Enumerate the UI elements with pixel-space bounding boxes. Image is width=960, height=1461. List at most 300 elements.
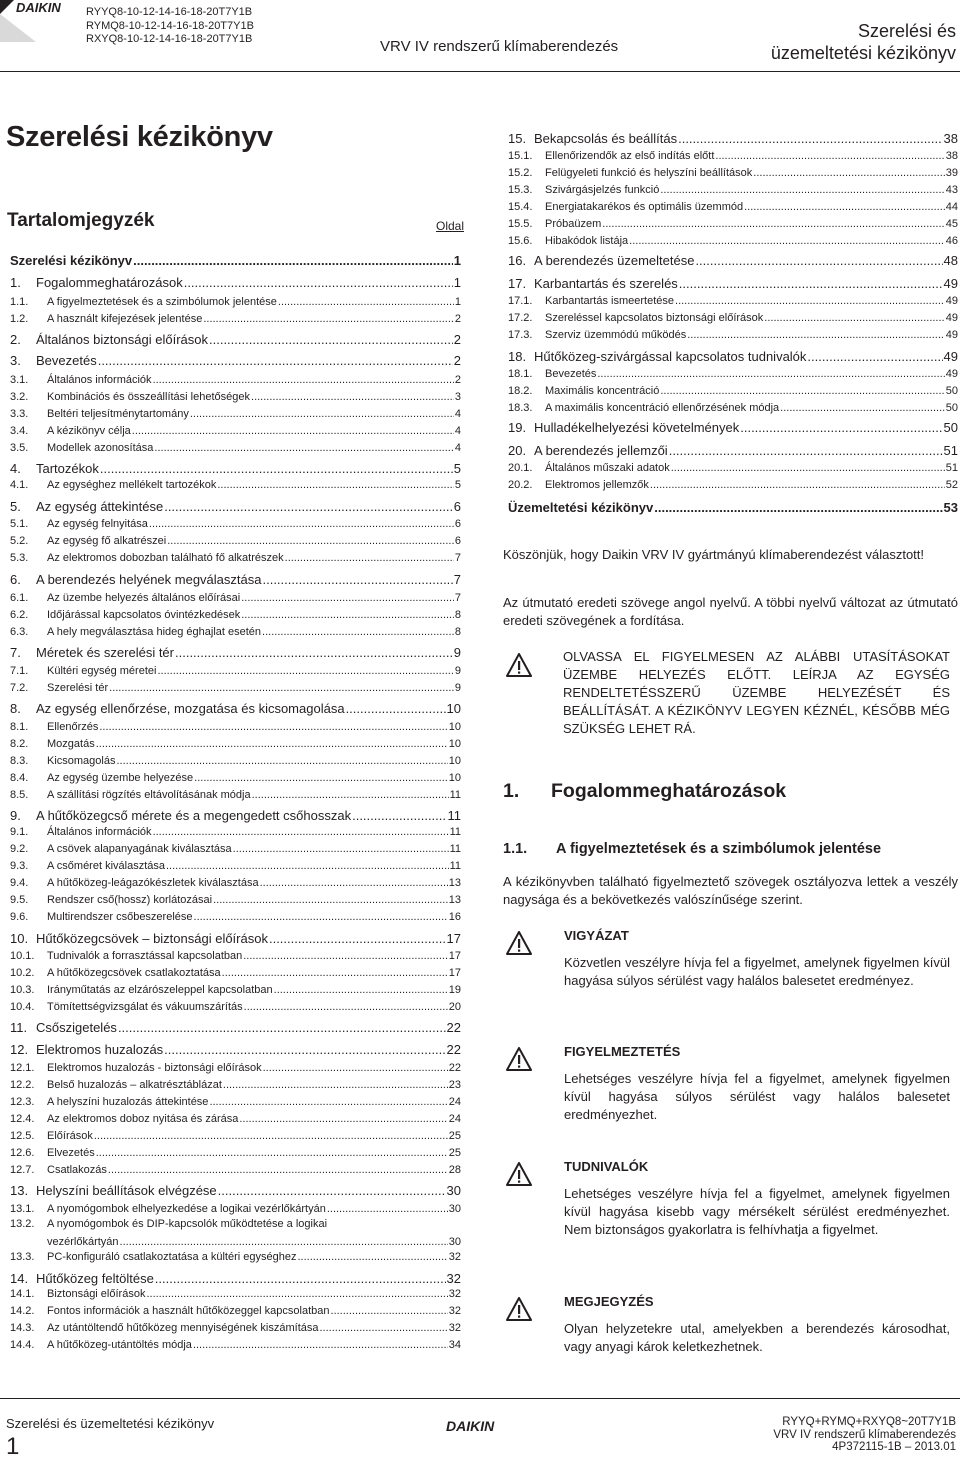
toc-entry[interactable] xyxy=(10,552,461,564)
toc-entry-number: 18.2. xyxy=(508,385,533,397)
toc-entry-page: 24 xyxy=(448,1096,461,1108)
read-carefully-warning: OLVASSA EL FIGYELMESEN AZ ALÁBBI UTASÍTÁSOKAT ÜZEMBE HELYEZÉS ELŐTT. LEÍRJA AZ EGYSÉG RENDELTETÉSSZERŰ ÜZEMBE HELYEZÉSÉT ÉS BEÁLLÍTÁSÁT. A KÉZIKÖNYV LEGYEN KÉZNÉL, KÉSŐBB MÉG SZÜKSÉG LEHET RÁ. xyxy=(563,649,950,736)
toc-entry-number: 5.2. xyxy=(10,535,29,547)
toc-entry[interactable] xyxy=(10,877,461,889)
toc-entry-number: 20. xyxy=(508,443,527,458)
toc-entry[interactable] xyxy=(10,808,461,823)
toc-entry-number: 14.1. xyxy=(10,1288,35,1300)
toc-entry[interactable] xyxy=(10,1079,461,1091)
toc-entry-page: 11 xyxy=(449,843,461,855)
toc-entry-page: 6 xyxy=(454,535,461,547)
toc-entry[interactable] xyxy=(10,626,461,638)
toc-entry-page: 30 xyxy=(448,1203,461,1215)
toc-leader-dots xyxy=(209,332,453,347)
toc-leader-dots xyxy=(164,1042,445,1057)
toc-entry-page: 9 xyxy=(454,665,461,677)
toc-entry-title: Kombinációs és összeállítási lehetőségek xyxy=(47,391,251,403)
toc-entry-page: 49 xyxy=(943,349,958,364)
toc-entry[interactable] xyxy=(508,235,958,247)
toc-entry[interactable] xyxy=(10,950,461,962)
toc-entry-title: Fogalommeghatározások xyxy=(36,275,183,290)
toc-entry-title: Szerelési kézikönyv xyxy=(10,253,133,268)
toc-entry[interactable] xyxy=(10,1130,461,1142)
header-title xyxy=(771,20,956,64)
toc-entry-page: 20 xyxy=(448,1001,461,1013)
toc-entry[interactable] xyxy=(10,1218,461,1230)
series-name: VRV IV rendszerű klímaberendezés xyxy=(380,38,619,55)
toc-entry-title: Az utántöltendő hűtőközeg mennyiségének kiszámítása xyxy=(47,1322,319,1334)
toc-entry-number: 15.6. xyxy=(508,235,533,247)
toc-entry-number: 15.5. xyxy=(508,218,533,230)
toc-entry-page: 10 xyxy=(448,738,461,750)
toc-entry-page: 53 xyxy=(943,500,958,515)
toc-leader-dots xyxy=(780,402,945,414)
toc-entry-title: Multirendszer csőbeszerelése xyxy=(47,911,193,923)
toc-entry-page: 4 xyxy=(454,425,461,437)
toc-entry[interactable] xyxy=(508,184,958,196)
toc-entry-page: 51 xyxy=(943,443,958,458)
toc-leader-dots xyxy=(193,1339,448,1351)
toc-entry[interactable] xyxy=(10,738,461,750)
toc-entry[interactable] xyxy=(10,826,461,838)
toc-entry-title: Az egység áttekintése xyxy=(36,499,164,514)
toc-entry[interactable] xyxy=(508,500,958,515)
toc-entry-number: 6. xyxy=(10,572,21,587)
toc-entry[interactable] xyxy=(10,1271,461,1286)
toc-entry-page: 38 xyxy=(945,150,958,162)
toc-leader-dots xyxy=(109,682,454,694)
toc-entry[interactable] xyxy=(10,721,461,733)
toc-entry-number: 13.2. xyxy=(10,1218,35,1230)
toc-entry-number: 12.3. xyxy=(10,1096,35,1108)
toc-entry-title: A nyomógombok elhelyezkedése a logikai vezérlőkártyán xyxy=(47,1203,326,1215)
toc-entry-title: Az egység fő alkatrészei xyxy=(47,535,167,547)
toc-entry[interactable] xyxy=(508,253,958,268)
toc-leader-dots xyxy=(740,420,942,435)
toc-entry-number: 5. xyxy=(10,499,21,514)
toc-entry-title: A használt kifejezések jelentése xyxy=(47,313,203,325)
toc-entry-title: vezérlőkártyán xyxy=(47,1236,119,1248)
toc-entry-page: 30 xyxy=(448,1236,461,1248)
toc-entry[interactable] xyxy=(10,518,461,530)
toc-entry-title: Általános műszaki adatok xyxy=(545,462,670,474)
toc-entry[interactable] xyxy=(10,772,461,784)
toc-title: Tartalomjegyzék xyxy=(7,210,155,231)
toc-entry-number: 12.7. xyxy=(10,1164,35,1176)
toc-entry[interactable] xyxy=(508,201,958,213)
toc-entry-page: 2 xyxy=(453,353,461,368)
toc-entry-title: A csőméret kiválasztása xyxy=(47,860,165,872)
toc-entry-page: 9 xyxy=(453,645,461,660)
toc-leader-dots xyxy=(262,626,454,638)
toc-entry-page: 50 xyxy=(945,385,958,397)
toc-entry[interactable] xyxy=(10,332,461,347)
warning-icon xyxy=(506,1162,532,1191)
toc-entry-page: 17 xyxy=(448,967,461,979)
toc-entry-page: 51 xyxy=(945,462,958,474)
toc-entry-number: 4.1. xyxy=(10,479,29,491)
footer-doc-title: Szerelési és üzemeltetési kézikönyv xyxy=(6,1416,215,1431)
toc-entry-page: 8 xyxy=(454,609,461,621)
toc-entry-title: Tartozékok xyxy=(36,461,99,476)
toc-entry[interactable] xyxy=(508,167,958,179)
toc-entry-title: Csatlakozás xyxy=(47,1164,107,1176)
toc-entry-number: 10. xyxy=(10,931,29,946)
toc-entry-title: Ellenőrizendők az első indítás előtt xyxy=(545,150,715,162)
header-title-line: üzemeltetési kézikönyv xyxy=(770,43,956,63)
toc-entry-page: 7 xyxy=(453,572,461,587)
toc-entry[interactable] xyxy=(508,312,958,324)
toc-leader-dots xyxy=(274,984,448,996)
toc-entry-title: A hűtőközegcső mérete és a megengedett csőhosszak xyxy=(36,808,352,823)
toc-entry-number: 11. xyxy=(10,1020,28,1035)
toc-leader-dots xyxy=(263,1062,448,1074)
notice-text-warning: Lehetséges veszélyre hívja fel a figyelmet, amelynek figyelmen kívül hagyása súlyos sérülést vagy halálos balesetet eredményezhet. xyxy=(564,1071,950,1122)
toc-entry-number: 4. xyxy=(10,461,21,476)
toc-entry-number: 19. xyxy=(508,420,527,435)
toc-leader-dots xyxy=(184,275,453,290)
toc-entry-number: 14. xyxy=(10,1271,29,1286)
section-1-1-number: 1.1. xyxy=(503,841,528,857)
toc-entry[interactable] xyxy=(10,665,461,677)
toc-leader-dots xyxy=(807,349,942,364)
toc-leader-dots xyxy=(154,442,453,454)
toc-entry[interactable] xyxy=(508,420,958,435)
toc-leader-dots xyxy=(239,1113,447,1125)
section-1-number: 1. xyxy=(503,780,520,802)
toc-entry[interactable] xyxy=(10,1183,461,1198)
toc-leader-dots xyxy=(194,772,448,784)
toc-entry[interactable] xyxy=(508,462,958,474)
footer-models: RYYQ+RYMQ+RXYQ8~20T7Y1B xyxy=(782,1416,956,1428)
toc-entry[interactable] xyxy=(10,253,461,268)
toc-entry[interactable] xyxy=(10,461,461,476)
toc-entry-page: 10 xyxy=(448,721,461,733)
toc-entry-title: Elektromos huzalozás xyxy=(36,1042,164,1057)
toc-entry[interactable] xyxy=(10,442,461,454)
toc-entry-title: Próbaüzem xyxy=(545,218,602,230)
toc-entry-number: 17.3. xyxy=(508,329,533,341)
toc-leader-dots xyxy=(190,408,454,420)
toc-entry-page: 1 xyxy=(453,253,461,268)
toc-entry-title: Bevezetés xyxy=(545,368,597,380)
toc-entry[interactable] xyxy=(10,645,461,660)
toc-leader-dots xyxy=(166,860,449,872)
toc-leader-dots xyxy=(213,894,448,906)
toc-entry[interactable] xyxy=(10,1164,461,1176)
toc-entry-number: 7.2. xyxy=(10,682,29,694)
footer-model-info xyxy=(773,1416,956,1454)
toc-entry[interactable] xyxy=(10,931,461,946)
footer-divider xyxy=(0,1398,960,1399)
toc-entry-title: Szereléssel kapcsolatos biztonsági előírások xyxy=(545,312,764,324)
toc-entry-title: Az elektromos dobozban található fő alkatrészek xyxy=(47,552,284,564)
toc-leader-dots xyxy=(260,877,448,889)
toc-entry[interactable] xyxy=(10,479,461,491)
toc-entry-page: 5 xyxy=(454,479,461,491)
toc-entry-number: 10.4. xyxy=(10,1001,35,1013)
toc-leader-dots xyxy=(650,479,945,491)
toc-entry-page: 34 xyxy=(448,1339,461,1351)
toc-entry-page: 2 xyxy=(453,332,461,347)
toc-leader-dots xyxy=(241,592,454,604)
header-divider xyxy=(0,71,960,72)
toc-entry[interactable] xyxy=(10,535,461,547)
toc-entry[interactable] xyxy=(10,1147,461,1159)
toc-entry-page: 28 xyxy=(448,1164,461,1176)
toc-entry-page: 24 xyxy=(448,1113,461,1125)
toc-entry[interactable] xyxy=(10,860,461,872)
toc-entry-title: Bekapcsolás és beállítás xyxy=(534,131,678,146)
toc-entry-page: 10 xyxy=(448,772,461,784)
toc-entry-number: 3.2. xyxy=(10,391,29,403)
toc-entry-number: 10.3. xyxy=(10,984,35,996)
toc-leader-dots xyxy=(149,518,454,530)
toc-entry-title: Modellek azonosítása xyxy=(47,442,154,454)
toc-leader-dots xyxy=(679,276,943,291)
toc-leader-dots xyxy=(167,535,454,547)
toc-entry-title: A csövek alapanyagának kiválasztása xyxy=(47,843,232,855)
toc-entry-title: Tudnivalók a forrasztással kapcsolatban xyxy=(47,950,243,962)
toc-entry-title: Az elektromos doboz nyitása és zárása xyxy=(47,1113,239,1125)
toc-entry-title: Elektromos huzalozás - biztonsági előírások xyxy=(47,1062,262,1074)
toc-entry-title: Irányműtatás az elzárószeleppel kapcsolatban xyxy=(47,984,273,996)
toc-leader-dots xyxy=(352,808,446,823)
toc-entry[interactable] xyxy=(508,150,958,162)
section-1-1-text: A kézikönyvben található figyelmeztető szövegek osztályozva lettek a veszély nagysága és a bekövetkezés valószínűsége szerint. xyxy=(503,874,958,907)
toc-entry[interactable] xyxy=(10,1305,461,1317)
toc-entry-title: A berendezés jellemzői xyxy=(534,443,668,458)
toc-leader-dots xyxy=(629,235,945,247)
section-1-1-title: A figyelmeztetések és a szimbólumok jelentése xyxy=(556,841,882,857)
toc-entry-page: 11 xyxy=(449,789,461,801)
toc-entry-title: Fontos információk a használt hűtőközeggel kapcsolatban xyxy=(47,1305,330,1317)
toc-entry-title: Az egység üzembe helyezése xyxy=(47,772,194,784)
toc-entry[interactable] xyxy=(10,1322,461,1334)
toc-entry-number: 3.4. xyxy=(10,425,29,437)
toc-entry[interactable] xyxy=(508,349,958,364)
toc-entry[interactable] xyxy=(10,789,461,801)
toc-entry-page: 25 xyxy=(448,1130,461,1142)
toc-entry-number: 14.3. xyxy=(10,1322,35,1334)
toc-entry-title: Az egység ellenőrzése, mozgatása és kicsomagolása xyxy=(36,701,345,716)
toc-leader-dots xyxy=(116,755,447,767)
toc-entry-page: 49 xyxy=(945,295,958,307)
toc-entry[interactable] xyxy=(10,967,461,979)
toc-entry-page: 16 xyxy=(448,911,461,923)
original-language-note: Az útmutató eredeti szövege angol nyelvű. A többi nyelvű változat az útmutató eredeti szövegének a fordítása. xyxy=(503,595,958,628)
toc-entry[interactable] xyxy=(10,682,461,694)
toc-entry-number: 7.1. xyxy=(10,665,29,677)
toc-leader-dots xyxy=(654,500,942,515)
toc-leader-dots xyxy=(715,150,944,162)
toc-entry[interactable] xyxy=(508,131,958,146)
toc-entry[interactable] xyxy=(10,1042,461,1057)
toc-entry-title: Kicsomagolás xyxy=(47,755,116,767)
toc-entry[interactable] xyxy=(10,374,461,386)
toc-entry-page: 17 xyxy=(446,931,461,946)
toc-entry-number: 12.2. xyxy=(10,1079,35,1091)
toc-entry-number: 10.2. xyxy=(10,967,35,979)
toc-entry-number: 15. xyxy=(508,131,527,146)
toc-entry-number: 8.3. xyxy=(10,755,29,767)
toc-entry-number: 2. xyxy=(10,332,21,347)
logo-text: DAIKIN xyxy=(16,0,61,15)
toc-entry[interactable] xyxy=(10,1236,461,1248)
toc-entry-page: 25 xyxy=(448,1147,461,1159)
toc-entry-page: 52 xyxy=(945,479,958,491)
toc-entry-title: Hibakódok listája xyxy=(545,235,629,247)
toc-entry[interactable] xyxy=(10,894,461,906)
toc-entry-page: 6 xyxy=(454,518,461,530)
toc-entry[interactable] xyxy=(10,701,461,716)
toc-leader-dots xyxy=(153,826,449,838)
warning-icon xyxy=(506,1297,532,1326)
toc-leader-dots xyxy=(223,1079,448,1091)
model-line: RYMQ8-10-12-14-16-18-20T7Y1B xyxy=(86,19,254,32)
toc-entry[interactable] xyxy=(508,218,958,230)
toc-entry[interactable] xyxy=(10,843,461,855)
toc-entry-page: 38 xyxy=(943,131,958,146)
toc-entry[interactable] xyxy=(10,1251,461,1263)
toc-entry-page: 49 xyxy=(945,368,958,380)
toc-entry-number: 15.4. xyxy=(508,201,533,213)
toc-entry-number: 13.1. xyxy=(10,1203,35,1215)
toc-entry[interactable] xyxy=(10,275,461,290)
toc-entry-number: 12. xyxy=(10,1042,29,1057)
toc-leader-dots xyxy=(244,1001,448,1013)
notice-label-caution: TUDNIVALÓK xyxy=(564,1159,649,1174)
toc-entry[interactable] xyxy=(10,1001,461,1013)
toc-leader-dots xyxy=(602,218,944,230)
toc-leader-dots xyxy=(327,1203,448,1215)
toc-entry-number: 17.2. xyxy=(508,312,533,324)
toc-entry-number: 18.1. xyxy=(508,368,533,380)
toc-entry-number: 16. xyxy=(508,253,527,268)
toc-entry-page: 13 xyxy=(448,877,461,889)
toc-leader-dots xyxy=(120,1236,448,1248)
toc-entry-page: 22 xyxy=(448,1062,461,1074)
toc-entry[interactable] xyxy=(10,408,461,420)
toc-entry-number: 15.1. xyxy=(508,150,533,162)
toc-leader-dots xyxy=(233,843,449,855)
toc-entry-page: 11 xyxy=(449,826,461,838)
toc-leader-dots xyxy=(118,1020,446,1035)
toc-entry-page: 50 xyxy=(945,402,958,414)
toc-entry[interactable] xyxy=(10,1113,461,1125)
toc-entry[interactable] xyxy=(10,1203,461,1215)
toc-leader-dots xyxy=(175,645,453,660)
toc-entry-title: Hűtőközeg-szivárgással kapcsolatos tudnivalók xyxy=(534,349,807,364)
toc-entry[interactable] xyxy=(508,368,958,380)
toc-entry-page: 6 xyxy=(453,499,461,514)
toc-entry-page: 48 xyxy=(943,253,958,268)
toc-entry[interactable] xyxy=(10,755,461,767)
toc-page-label: Oldal xyxy=(436,219,465,233)
notice-label-warning: FIGYELMEZTETÉS xyxy=(564,1044,681,1059)
toc-entry-title: A berendezés üzemeltetése xyxy=(534,253,695,268)
warning-icon xyxy=(506,653,532,682)
toc-entry-number: 13.3. xyxy=(10,1251,35,1263)
toc-entry-title: A helyszíni huzalozás áttekintése xyxy=(47,1096,209,1108)
toc-entry-title: Hűtőközeg feltöltése xyxy=(36,1271,154,1286)
toc-entry-number: 9.4. xyxy=(10,877,29,889)
toc-leader-dots xyxy=(146,1288,447,1300)
toc-entry-title: Felügyeleti funkció és helyszíni beállítások xyxy=(545,167,753,179)
toc-entry[interactable] xyxy=(10,296,461,308)
toc-leader-dots xyxy=(94,1130,448,1142)
toc-entry-title: Méretek és szerelési tér xyxy=(36,645,174,660)
toc-leader-dots xyxy=(252,789,449,801)
page-number: 1 xyxy=(6,1433,20,1460)
toc-entry[interactable] xyxy=(508,443,958,458)
toc-leader-dots xyxy=(96,1147,448,1159)
toc-leader-dots xyxy=(132,425,454,437)
toc-leader-dots xyxy=(98,353,453,368)
toc-entry-page: 5 xyxy=(453,461,461,476)
toc-entry-title: A hűtőközeg-leágazókészletek kiválasztása xyxy=(47,877,259,889)
toc-entry[interactable] xyxy=(508,402,958,414)
toc-entry[interactable] xyxy=(10,425,461,437)
toc-entry[interactable] xyxy=(10,313,461,325)
toc-entry[interactable] xyxy=(10,911,461,923)
toc-entry-title: Maximális koncentráció xyxy=(545,385,660,397)
toc-entry[interactable] xyxy=(10,592,461,604)
toc-entry[interactable] xyxy=(10,1288,461,1300)
toc-leader-dots xyxy=(155,1271,446,1286)
toc-leader-dots xyxy=(99,721,447,733)
toc-leader-dots xyxy=(100,461,453,476)
toc-entry[interactable] xyxy=(10,984,461,996)
toc-leader-dots xyxy=(209,1096,447,1108)
toc-leader-dots xyxy=(764,312,944,324)
toc-entry[interactable] xyxy=(10,499,461,514)
toc-entry[interactable] xyxy=(508,385,958,397)
toc-entry-page: 46 xyxy=(945,235,958,247)
toc-entry-page: 19 xyxy=(448,984,461,996)
toc-entry-title: Ellenőrzés xyxy=(47,721,99,733)
toc-entry[interactable] xyxy=(10,391,461,403)
toc-entry-page: 32 xyxy=(446,1271,461,1286)
toc-entry[interactable] xyxy=(10,1020,461,1035)
toc-entry[interactable] xyxy=(10,572,461,587)
toc-entry-number: 1.1. xyxy=(10,296,29,308)
toc-entry[interactable] xyxy=(10,1339,461,1351)
toc-entry[interactable] xyxy=(508,276,958,291)
toc-entry[interactable] xyxy=(10,609,461,621)
toc-entry-number: 12.1. xyxy=(10,1062,35,1074)
toc-leader-dots xyxy=(262,572,452,587)
toc-leader-dots xyxy=(157,665,453,677)
toc-entry[interactable] xyxy=(10,1062,461,1074)
section-1-title: Fogalommeghatározások xyxy=(551,780,787,802)
toc-leader-dots xyxy=(164,499,453,514)
toc-entry[interactable] xyxy=(508,479,958,491)
toc-entry-number: 14.4. xyxy=(10,1339,35,1351)
toc-entry[interactable] xyxy=(508,295,958,307)
toc-entry-title: Szerelési tér xyxy=(47,682,109,694)
toc-entry[interactable] xyxy=(10,1096,461,1108)
toc-entry-number: 6.2. xyxy=(10,609,29,621)
toc-entry-number: 9.1. xyxy=(10,826,29,838)
toc-entry[interactable] xyxy=(508,329,958,341)
toc-leader-dots xyxy=(744,201,945,213)
toc-entry[interactable] xyxy=(10,353,461,368)
toc-entry-page: 1 xyxy=(453,275,461,290)
header-title-line: Szerelési és xyxy=(857,21,956,41)
toc-entry-page: 43 xyxy=(945,184,958,196)
toc-entry-title: Általános biztonsági előírások xyxy=(36,332,208,347)
